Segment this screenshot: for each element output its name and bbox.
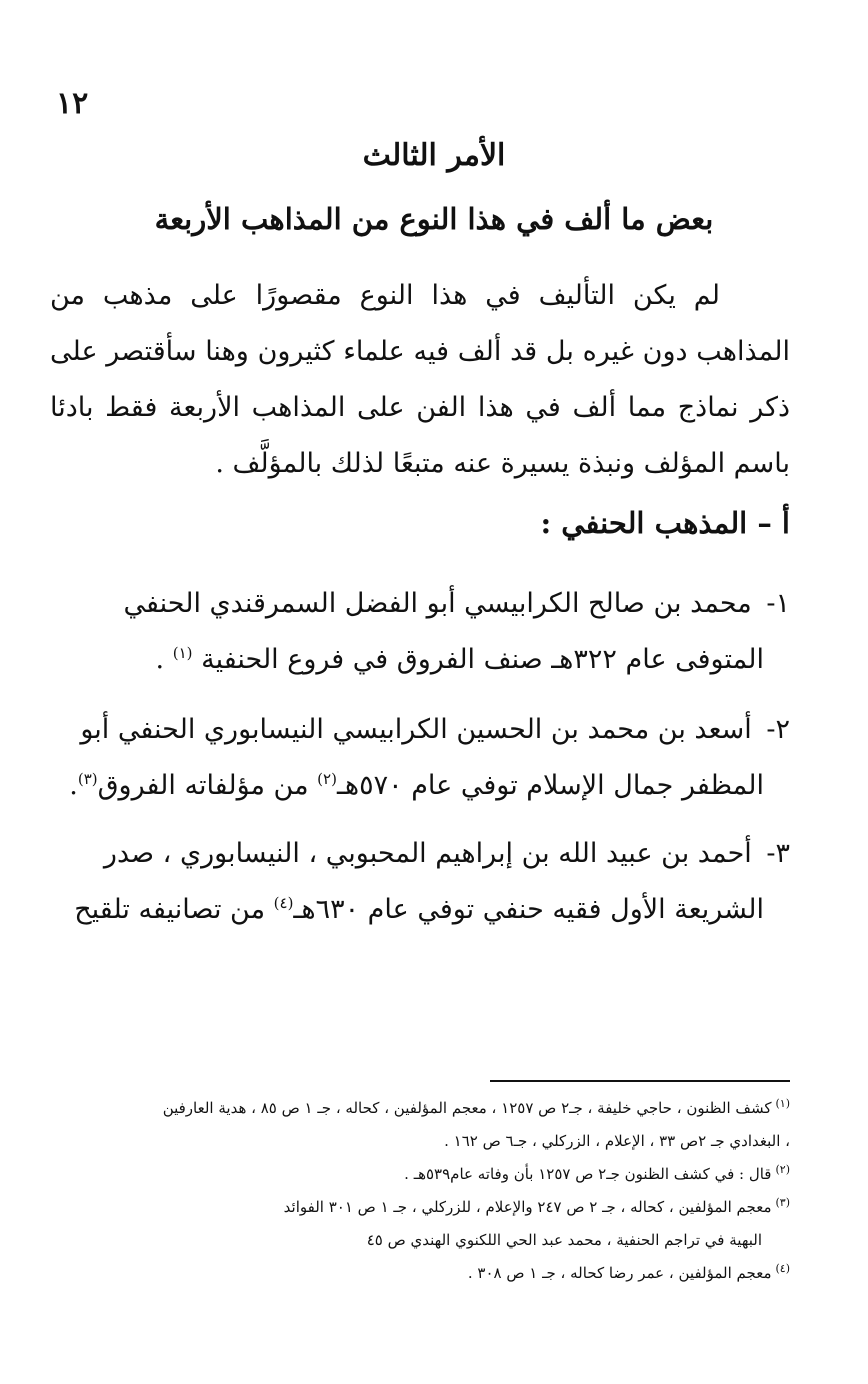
entry-1 (50, 576, 790, 688)
section-heading: أ – المذهب الحنفي : (540, 506, 790, 540)
entry-text-part: من تصانيفه تلقيح (74, 894, 274, 925)
entry-number: ٢- (766, 714, 790, 745)
footnote-text: معجم المؤلفين ، عمر رضا كحاله ، جـ ١ ص ٣٠٨ . (467, 1264, 772, 1282)
footnote-ref: (٣) (77, 770, 98, 788)
footnote-ref: (٤) (273, 894, 294, 912)
footnote-3-cont (48, 1224, 790, 1257)
footnote-text: معجم المؤلفين ، كحاله ، جـ ٢ ص ٢٤٧ والإعلام ، للزركلي ، جـ ١ ص ٣٠١ الفوائد (283, 1198, 772, 1216)
footnote-text: قال : في كشف الظنون جـ٢ ص ١٢٥٧ بأن وفاته عام٥٣٩هـ . (404, 1165, 772, 1183)
footnote-ref: (١) (172, 644, 193, 662)
entry-tail: . (69, 770, 78, 801)
page-number: ١٢ (56, 86, 89, 121)
entry-text-line1: محمد بن صالح الكرابيسي أبو الفضل السمرقندي الحنفي (123, 588, 752, 619)
footnote-1-cont (48, 1125, 790, 1158)
entry-text-line1: أسعد بن محمد بن الحسين الكرابيسي النيسابوري الحنفي أبو (80, 714, 752, 745)
entry-text-line2 (50, 632, 790, 688)
chapter-title: الأمر الثالث (362, 138, 506, 173)
footnote-marker: (٤) (775, 1262, 790, 1275)
footnote-ref: (٢) (317, 770, 337, 788)
footnote-text: كشف الظنون ، حاجي خليفة ، جـ٢ ص ١٢٥٧ ، معجم المؤلفين ، كحاله ، جـ ١ ص ٨٥ ، هدية العارفين (162, 1099, 772, 1117)
footnote-separator (490, 1080, 790, 1082)
entry-text-part: من مؤلفاته الفروق (97, 770, 318, 801)
footnote-marker: (٣) (775, 1196, 790, 1209)
footnote-marker: (٢) (775, 1163, 790, 1176)
footnote-2 (48, 1158, 790, 1191)
footnote-4 (48, 1257, 790, 1290)
entry-text-line2 (50, 758, 790, 814)
entry-text-line2 (50, 882, 790, 938)
entry-text-part: المظفر جمال الإسلام توفي عام ٥٧٠هـ (336, 770, 764, 801)
entry-2 (50, 702, 790, 814)
footnote-1 (48, 1092, 790, 1125)
footnote-text: البهية في تراجم الحنفية ، محمد عبد الحي اللكنوي الهندي ص ٤٥ (366, 1231, 762, 1249)
entry-number: ٣- (766, 838, 790, 869)
footnote-text: ، البغدادي جـ ٢ص ٣٣ ، الإعلام ، الزركلي ، جـ٦ ص ١٦٢ . (444, 1132, 790, 1150)
entry-text-part: الشريعة الأول فقيه حنفي توفي عام ٦٣٠هـ (293, 894, 764, 925)
entry-text-line1: أحمد بن عبيد الله بن إبراهيم المحبوبي ، النيسابوري ، صدر (103, 838, 752, 869)
entry-tail: . (155, 644, 173, 675)
intro-paragraph: لم يكن التأليف في هذا النوع مقصورًا على مذهب من المذاهب دون غيره بل قد ألف فيه علماء كثيرون وهنا سأقتصر على ذكر نماذج مما ألف في هذا الفن على المذاهب الأربعة فقط بادئا باسم المؤلف ونبذة يسيرة عنه متبعًا لذلك بالمؤلَّف . (50, 280, 790, 479)
footnote-3 (48, 1191, 790, 1224)
entry-3 (50, 826, 790, 938)
footnotes (48, 1092, 790, 1290)
entry-number: ١- (766, 588, 790, 619)
entry-text-part: المتوفى عام ٣٢٢هـ صنف الفروق في فروع الحنفية (201, 644, 764, 675)
chapter-subtitle: بعض ما ألف في هذا النوع من المذاهب الأربعة (154, 202, 714, 236)
footnote-marker: (١) (775, 1097, 790, 1110)
